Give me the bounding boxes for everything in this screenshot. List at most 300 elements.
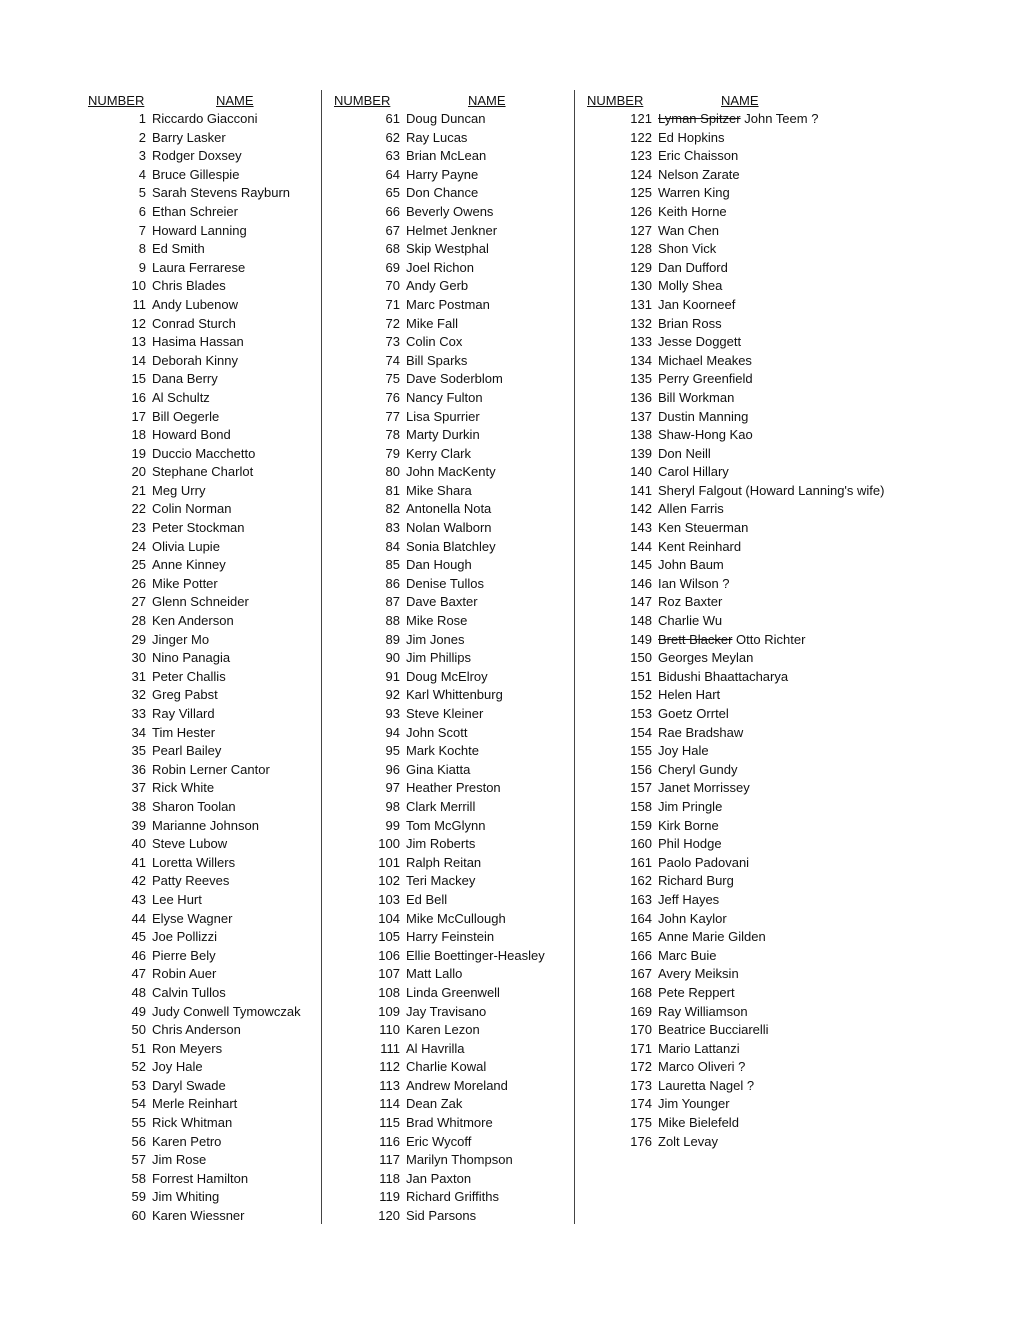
item-number: 23 [131,520,146,536]
list-item [330,389,570,408]
item-name: Nino Panagia [152,650,231,666]
item-number: 75 [385,371,400,387]
item-name: Eric Chaisson [658,148,739,164]
item-name: Linda Greenwell [406,984,500,1000]
item-name: Bruce Gillespie [152,166,240,182]
item-name: Lee Hurt [152,891,202,907]
list-item [330,463,570,482]
item-number: 35 [131,743,146,759]
item-name: Ellie Boettinger-Heasley [406,947,545,963]
item-name: Kirk Borne [658,817,719,833]
item-number: 121 [630,111,652,126]
list-item [84,408,320,427]
item-number: 132 [630,315,652,331]
item-number: 112 [379,1059,400,1075]
item-name: John Kaylor [658,910,727,926]
list-item [84,1170,320,1189]
item-number: 89 [385,631,400,647]
item-number: 48 [131,984,146,1000]
list-item [330,519,570,538]
item-number: 137 [630,408,652,424]
list-item [84,1003,320,1022]
list-item [583,556,913,575]
list-item [330,742,570,761]
list-item [84,1040,320,1059]
list-item [583,817,913,836]
item-number: 119 [379,1189,400,1205]
list-item [583,835,913,854]
item-number: 56 [131,1133,146,1149]
item-number: 46 [131,947,146,963]
item-name: Phil Hodge [658,836,722,852]
item-number: 176 [630,1133,652,1149]
list-item [583,370,913,389]
list-item [84,947,320,966]
item-number: 158 [630,798,652,814]
item-name: Michael Meakes [658,352,752,368]
item-number: 115 [379,1115,400,1131]
item-name: Dan Dufford [658,259,728,275]
item-number: 135 [630,371,652,387]
replacement-name: John Teem ? [744,111,819,126]
item-name: Kent Reinhard [658,538,742,554]
item-name: Robin Lerner Cantor [152,761,270,777]
item-name: Dustin Manning [658,408,749,424]
item-number: 130 [630,278,652,294]
item-name: Andy Gerb [406,278,469,294]
item-number: 43 [131,891,146,907]
struck-name: Brett Blacker [658,631,733,647]
list-item [84,798,320,817]
list-item [583,110,913,129]
list-item [583,129,913,148]
item-name: Deborah Kinny [152,352,238,368]
number-header: NUMBER [88,93,145,108]
list-item [583,203,913,222]
item-number: 59 [131,1189,146,1205]
item-name: Doug McElroy [406,668,488,684]
item-number: 68 [385,241,400,257]
item-number: 152 [630,687,652,703]
item-name: Doug Duncan [406,111,486,126]
item-number: 125 [630,185,652,201]
item-number: 1 [138,111,146,126]
item-name: Mike Rose [406,613,468,629]
list-item [583,1095,913,1114]
list-item [330,1207,570,1226]
item-name: Karen Lezon [406,1022,480,1038]
item-name: Beverly Owens [406,203,494,219]
item-name: Jim Younger [658,1096,730,1112]
list-item [84,1058,320,1077]
list-item [330,928,570,947]
item-number: 139 [630,445,652,461]
item-number: 91 [385,668,400,684]
item-name: Steve Lubow [152,836,228,852]
item-name: Avery Meiksin [658,966,739,982]
item-number: 131 [630,296,652,312]
list-item [583,705,913,724]
item-number: 166 [630,947,652,963]
item-number: 10 [131,278,146,294]
item-number: 61 [385,111,400,126]
item-number: 13 [131,334,146,350]
item-number: 175 [630,1115,652,1131]
item-name: Joel Richon [406,259,474,275]
item-number: 78 [385,427,400,443]
list-item [84,1077,320,1096]
item-number: 98 [385,798,400,814]
list-item [583,1114,913,1133]
item-name: Zolt Levay [658,1133,718,1149]
list-item [84,519,320,538]
list-item [330,1133,570,1152]
item-number: 81 [385,482,400,498]
item-name: Roz Baxter [658,594,723,610]
item-name: Bidushi Bhaattacharya [658,668,789,684]
list-item [84,928,320,947]
item-name: Allen Farris [658,501,724,517]
item-number: 123 [630,148,652,164]
item-number: 47 [131,966,146,982]
item-number: 111 [380,1040,400,1056]
name-column-3 [583,92,913,1151]
item-number: 88 [385,613,400,629]
list-item [84,389,320,408]
list-item [583,854,913,873]
item-number: 25 [131,557,146,573]
item-number: 74 [385,352,400,368]
list-item [84,240,320,259]
list-item [84,222,320,241]
list-item [330,1151,570,1170]
item-name: Loretta Willers [152,854,236,870]
item-name: Colin Norman [152,501,232,517]
item-name: Mike Potter [152,575,218,591]
list-item [583,1040,913,1059]
item-number: 33 [131,706,146,721]
item-name: Keith Horne [658,203,727,219]
item-name: Harry Feinstein [406,929,495,945]
item-name: Pierre Bely [152,947,216,963]
list-item [84,426,320,445]
list-item [583,779,913,798]
item-number: 154 [630,724,652,740]
item-name: Dan Hough [406,557,472,573]
item-name: Matt Lallo [406,966,463,982]
item-name: Jim Roberts [406,836,476,852]
item-name: Olivia Lupie [152,538,220,554]
item-number: 173 [630,1077,652,1093]
item-number: 2 [138,129,146,145]
item-name: Richard Griffiths [406,1189,499,1205]
item-name: Jesse Doggett [658,334,742,350]
list-item [84,910,320,929]
item-name: Don Neill [658,445,711,461]
item-number: 134 [630,352,652,368]
list-item [84,817,320,836]
item-number: 17 [131,408,146,424]
list-item [583,166,913,185]
list-item [583,296,913,315]
item-number: 49 [131,1003,146,1019]
list-item [583,445,913,464]
item-name: Sheryl Falgout (Howard Lanning's wife) [658,482,885,498]
replacement-name: Otto Richter [736,631,806,647]
item-name: Mike Bielefeld [658,1115,739,1131]
item-number: 128 [630,241,652,257]
item-number: 141 [630,482,652,498]
item-name [652,631,805,650]
item-number: 55 [131,1115,146,1131]
item-number: 105 [378,929,400,945]
list-item [330,668,570,687]
list-item [84,296,320,315]
item-name: Andrew Moreland [406,1077,508,1093]
item-number: 148 [630,613,652,629]
item-number: 29 [131,631,146,647]
item-number: 171 [630,1040,652,1056]
item-number: 27 [131,594,146,610]
list-item [330,333,570,352]
list-item [84,761,320,780]
name-header: NAME [468,93,506,108]
item-name: Peter Challis [152,668,226,684]
list-item [583,575,913,594]
item-name: Nelson Zarate [658,166,740,182]
list-item [330,1114,570,1133]
list-item [330,445,570,464]
item-name: Rick Whitman [152,1115,233,1131]
list-item [330,1003,570,1022]
item-name: Chris Anderson [152,1022,241,1038]
item-number: 96 [385,761,400,777]
item-name: Anne Kinney [152,557,226,573]
list-item [330,575,570,594]
item-number: 149 [630,631,652,647]
item-number: 36 [131,761,146,777]
item-number: 77 [385,408,400,424]
item-number: 34 [131,724,146,740]
item-name: Howard Bond [152,427,231,443]
item-number: 39 [131,817,146,833]
item-name: Marilyn Thompson [406,1152,513,1168]
list-item [84,203,320,222]
item-number: 129 [630,259,652,275]
item-number: 150 [630,650,652,666]
column-divider [574,90,575,1224]
item-name: Gina Kiatta [406,761,471,777]
item-number: 104 [378,910,400,926]
item-name: Mike McCullough [406,910,506,926]
item-name: Ray Lucas [406,129,468,145]
list-item [84,1114,320,1133]
item-name: Marc Buie [658,947,717,963]
item-number: 100 [378,836,400,852]
item-name: Brian Ross [658,315,722,331]
list-item [583,538,913,557]
item-number: 170 [630,1022,652,1038]
name-header: NAME [216,93,254,108]
column-divider [321,90,322,1224]
list-item [330,1095,570,1114]
list-item [84,500,320,519]
item-number: 11 [132,296,146,312]
item-number: 108 [378,984,400,1000]
item-name: Lauretta Nagel ? [658,1077,755,1093]
item-number: 52 [131,1059,146,1075]
name-header: NAME [721,93,759,108]
item-number: 90 [385,650,400,666]
item-number: 66 [385,203,400,219]
item-number: 70 [385,278,400,294]
item-number: 94 [385,724,400,740]
item-name: Greg Pabst [152,687,218,703]
item-name: Howard Lanning [152,222,247,238]
item-name: Marianne Johnson [152,817,259,833]
item-name: Harry Payne [406,166,479,182]
item-name: Georges Meylan [658,650,754,666]
item-number: 84 [385,538,400,554]
list-item [84,612,320,631]
item-name: Glenn Schneider [152,594,249,610]
list-item [330,500,570,519]
list-item [330,147,570,166]
column-header [583,92,913,110]
item-name: Mike Shara [406,482,472,498]
item-name: Marty Durkin [406,427,480,443]
item-number: 22 [131,501,146,517]
column-header [84,92,320,110]
item-name: Joy Hale [658,743,709,759]
list-item [583,631,913,650]
item-number: 32 [131,687,146,703]
item-name: Skip Westphal [406,241,489,257]
item-name: Jan Paxton [406,1170,472,1186]
list-item [84,1207,320,1226]
list-item [583,984,913,1003]
item-name: Shon Vick [658,241,717,257]
item-name: Marco Oliveri ? [658,1059,746,1075]
item-number: 69 [385,259,400,275]
struck-name: Lyman Spitzer [658,111,741,126]
list-item [84,129,320,148]
item-name: Nancy Fulton [406,389,483,405]
list-item [84,333,320,352]
item-name: Al Schultz [152,389,210,405]
item-name: Chris Blades [152,278,226,294]
list-item [583,686,913,705]
item-name: Ray Villard [152,706,215,721]
item-name: Sarah Stevens Rayburn [152,185,291,201]
item-name: Goetz Orrtel [658,706,729,721]
item-name: Jim Phillips [406,650,472,666]
list-item [84,891,320,910]
item-name: Dean Zak [406,1096,463,1112]
item-name: Beatrice Bucciarelli [658,1022,769,1038]
list-item [84,370,320,389]
item-name: Jeff Hayes [658,891,720,907]
list-item [583,612,913,631]
item-number: 113 [379,1077,400,1093]
list-item [330,1021,570,1040]
item-number: 172 [630,1059,652,1075]
list-item [330,779,570,798]
list-item [84,686,320,705]
list-item [583,798,913,817]
list-item [330,482,570,501]
item-number: 114 [379,1096,400,1112]
item-number: 107 [378,966,400,982]
list-item [583,1133,913,1152]
item-number: 24 [131,538,146,554]
list-item [583,184,913,203]
list-item [84,445,320,464]
item-number: 63 [385,148,400,164]
item-name: Paolo Padovani [658,854,750,870]
list-item [330,724,570,743]
list-item [330,538,570,557]
item-name: Mario Lattanzi [658,1040,740,1056]
item-number: 109 [378,1003,400,1019]
list-item [330,1188,570,1207]
item-number: 136 [630,389,652,405]
item-name: Denise Tullos [406,575,485,591]
item-number: 145 [630,557,652,573]
item-number: 161 [630,854,652,870]
list-item [583,668,913,687]
item-name: Carol Hillary [658,464,729,480]
item-name: Calvin Tullos [152,984,226,1000]
item-number: 106 [378,947,400,963]
item-name: Heather Preston [406,780,501,796]
item-number: 41 [131,854,146,870]
item-number: 140 [630,464,652,480]
item-number: 162 [630,873,652,889]
item-name: Shaw-Hong Kao [658,427,753,443]
item-name: Robin Auer [152,966,217,982]
item-number: 126 [630,203,652,219]
item-name: Jinger Mo [152,631,210,647]
list-item [84,965,320,984]
item-name: Brian McLean [406,148,487,164]
column-header [330,92,570,110]
list-item [583,1077,913,1096]
item-name: Ian Wilson ? [658,575,730,591]
item-name: Conrad Sturch [152,315,236,331]
list-item [330,761,570,780]
item-name: Teri Mackey [406,873,476,889]
item-name: Nolan Walborn [406,520,492,536]
list-item [583,965,913,984]
item-number: 12 [131,315,146,331]
list-item [330,910,570,929]
item-number: 21 [131,482,146,498]
item-name [652,110,818,129]
item-name: Colin Cox [406,334,463,350]
item-number: 83 [385,520,400,536]
item-name: Marc Postman [406,296,490,312]
list-item [84,593,320,612]
list-item [330,110,570,129]
item-name: Meg Urry [152,482,206,498]
list-item [84,724,320,743]
item-number: 38 [131,798,146,814]
item-number: 28 [131,613,146,629]
item-number: 14 [131,352,146,368]
list-item [330,891,570,910]
list-item [84,835,320,854]
